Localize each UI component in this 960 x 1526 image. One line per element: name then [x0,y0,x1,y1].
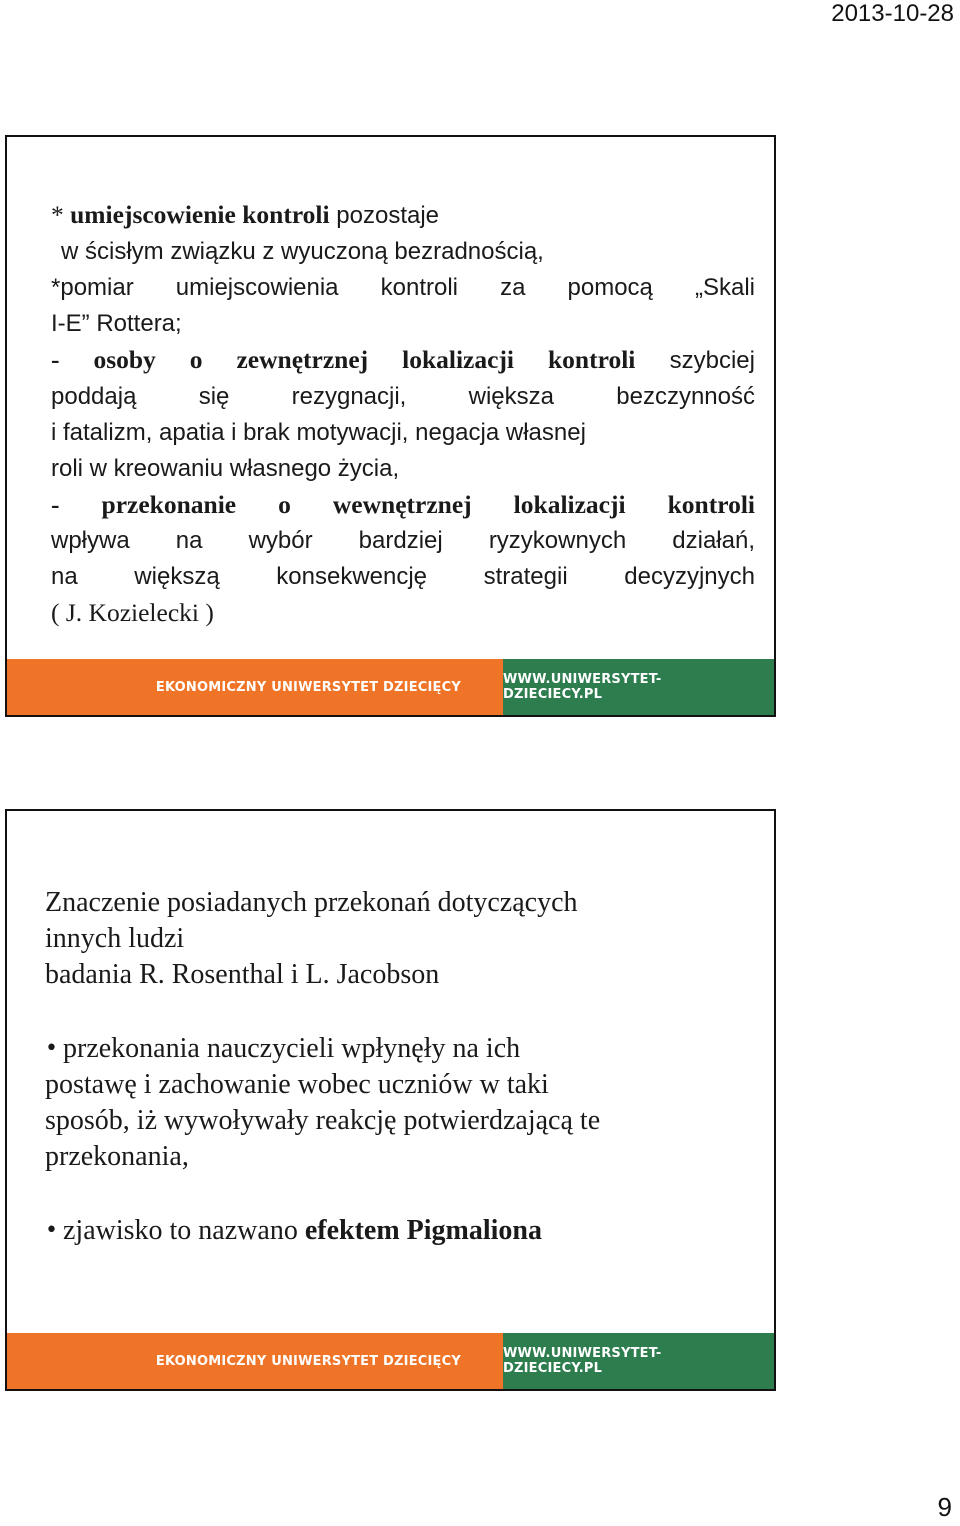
bullet-1-text-1: przekonania nauczycieli wpłynęły na ich [63,1033,521,1064]
bullet-1-line-4: przekonania, [45,1141,189,1172]
bullet-1-line-2: postawę i zachowanie wobec uczniów w taki [45,1069,549,1100]
page-date: 2013-10-28 [831,0,954,27]
external-control-phrase: - osoby o zewnętrznej lokalizacji kontroli [51,345,636,374]
bullet-item-2 [45,1213,765,1249]
slide-1-line-3: *pomiar umiejscowienia kontroli za pomocą „Skali [51,274,755,301]
heading-line-1: Znaczenie posiadanych przekonań dotyczących [45,887,578,918]
heading-line-3: badania R. Rosenthal i L. Jacobson [45,959,440,990]
footer-website: WWW.UNIWERSYTET-DZIECIECY.PL [503,1333,774,1389]
footer-university-name: EKONOMICZNY UNIWERSYTET DZIECIĘCY [7,1333,503,1389]
slide-1-line-10: wpływa na wybór bardziej ryzykownych działań, [51,527,755,554]
heading-line-2: innych ludzi [45,923,185,954]
footer-university-name: EKONOMICZNY UNIWERSYTET DZIECIĘCY [7,659,503,715]
pygmalion-effect-term: efektem Pigmaliona [304,1215,542,1246]
slide-1-footer [7,659,774,715]
bullet-1-line-3: sposób, iż wywoływały reakcję potwierdzającą te [45,1105,601,1136]
slide-1-line-1 [51,197,755,234]
bullet-2-line-1 [45,1213,765,1249]
slide-2-footer [7,1333,774,1389]
bullet-item-1 [45,1031,765,1175]
slide-1-body [51,197,755,631]
bullet-1-line-1 [45,1031,765,1067]
slide-1 [5,135,776,717]
line-1-rest: pozostaje [329,202,440,229]
slide-1-line-2: w ścisłym związku z wyuczoną bezradnością, [61,238,544,265]
slide-1-line-9: - przekonanie o wewnętrznej lokalizacji kontroli [51,490,755,519]
slide-1-line-6: poddają się rezygnacji, większa bezczynność [51,383,755,410]
page-number: 9 [937,1492,952,1522]
slide-2 [5,809,776,1391]
slide-1-line-12: ( J. Kozielecki ) [51,598,214,627]
slide-2-bullets [45,1031,765,1249]
footer-website: WWW.UNIWERSYTET-DZIECIECY.PL [503,659,774,715]
bullet-icon: • [45,1218,58,1243]
bullet-icon: • [45,1036,58,1061]
term-locus-of-control: umiejscowienie kontroli [70,200,330,229]
slide-1-line-7: i fatalizm, apatia i brak motywacji, negacja własnej [51,419,586,446]
slide-1-line-8: roli w kreowaniu własnego życia, [51,455,400,482]
slide-2-heading [45,885,578,993]
line-5-rest: szybciej [635,347,755,374]
slide-1-line-5 [51,342,755,379]
slide-1-line-4: I-E” Rottera; [51,310,182,337]
bullet-2-prefix: zjawisko to nazwano [63,1215,305,1246]
slide-1-line-11: na większą konsekwencję strategii decyzyjnych [51,563,755,590]
asterisk: * [51,200,71,229]
